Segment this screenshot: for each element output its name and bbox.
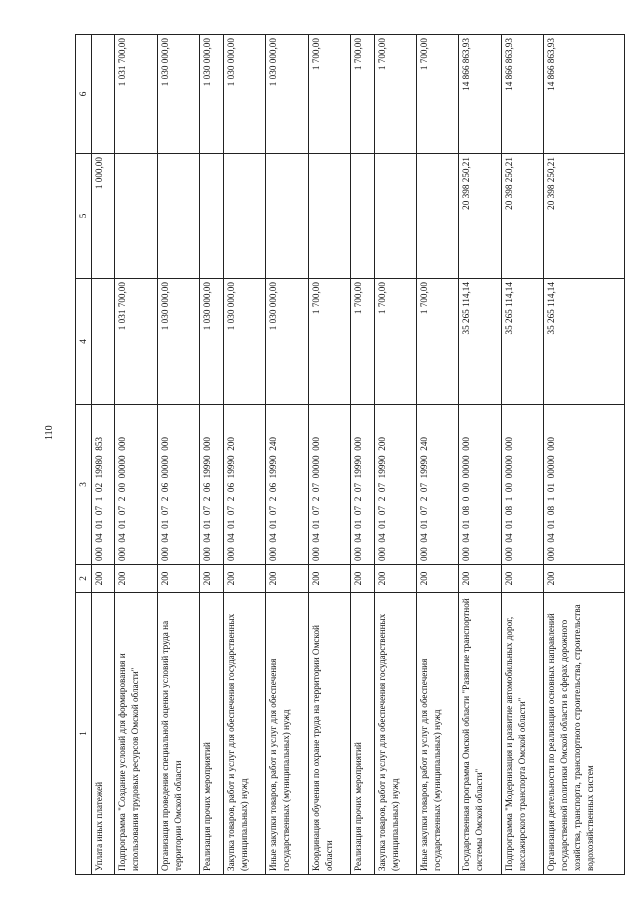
- table-row: [308, 35, 350, 875]
- table-row: [351, 35, 374, 875]
- row-name-cell: Подпрограмма "Модернизация и развитие автомобильных дорог, пассажирского транспорта Омской области": [501, 593, 543, 875]
- row-amount-federal-cell: [374, 154, 416, 279]
- table-row: [266, 35, 308, 875]
- table-row: [223, 35, 265, 875]
- row-name-cell: Закупка товаров, работ и услуг для обеспечения государственных (муниципальных) нужд: [223, 593, 265, 875]
- row-amount-total-cell: 35 265 114,14: [459, 279, 501, 405]
- row-code-cell: 200: [374, 565, 416, 593]
- budget-table: [75, 34, 625, 875]
- row-code-cell: 200: [459, 565, 501, 593]
- row-amount-regional-cell: 14 866 863,93: [459, 35, 501, 154]
- row-amount-total-cell: 1 700,00: [351, 279, 374, 405]
- table-row: [374, 35, 416, 875]
- row-classification-cell: 000 04 01 08 0 00 00000 000: [459, 405, 501, 565]
- row-amount-total-cell: 1 031 700,00: [115, 279, 157, 405]
- row-classification-cell: 000 04 01 07 2 07 19990 240: [416, 405, 458, 565]
- header-cell-class: 3: [76, 405, 92, 565]
- row-name-cell: Координация обучения по охране труда на территории Омской области: [308, 593, 350, 875]
- row-code-cell: 200: [308, 565, 350, 593]
- table-row: [544, 35, 625, 875]
- row-amount-total-cell: 1 700,00: [416, 279, 458, 405]
- table-row: [115, 35, 157, 875]
- row-name-cell: Подпрограмма "Создание условий для формирования и использования трудовых ресурсов Омской области": [115, 593, 157, 875]
- header-row: [76, 35, 92, 875]
- header-cell-regional: 6: [76, 35, 92, 154]
- row-classification-cell: 000 04 01 07 2 07 19990 000: [351, 405, 374, 565]
- row-amount-federal-cell: [200, 154, 223, 279]
- row-code-cell: 200: [92, 565, 115, 593]
- row-code-cell: 200: [266, 565, 308, 593]
- row-amount-federal-cell: [308, 154, 350, 279]
- table-row: [416, 35, 458, 875]
- row-code-cell: 200: [416, 565, 458, 593]
- row-amount-federal-cell: 20 398 250,21: [544, 154, 625, 279]
- row-amount-total-cell: 35 265 114,14: [544, 279, 625, 405]
- row-amount-regional-cell: 1 030 000,00: [157, 35, 199, 154]
- row-amount-regional-cell: 1 030 000,00: [223, 35, 265, 154]
- row-classification-cell: 000 04 01 07 2 06 19990 200: [223, 405, 265, 565]
- row-amount-regional-cell: 1 030 000,00: [200, 35, 223, 154]
- row-amount-federal-cell: [115, 154, 157, 279]
- table-body: [76, 35, 625, 875]
- row-name-cell: Закупка товаров, работ и услуг для обеспечения государственных (муниципальных) нужд: [374, 593, 416, 875]
- row-amount-total-cell: 35 265 114,14: [501, 279, 543, 405]
- row-name-cell: Уплата иных платежей: [92, 593, 115, 875]
- row-name-cell: Организация проведения специальной оценки условий труда на территории Омской области: [157, 593, 199, 875]
- table-row: [157, 35, 199, 875]
- row-amount-regional-cell: 1 700,00: [351, 35, 374, 154]
- row-amount-total-cell: 1 030 000,00: [266, 279, 308, 405]
- row-amount-total-cell: 1 700,00: [308, 279, 350, 405]
- row-classification-cell: 000 04 01 07 2 06 19990 000: [200, 405, 223, 565]
- row-amount-regional-cell: 1 030 000,00: [266, 35, 308, 154]
- row-amount-regional-cell: 14 866 863,93: [501, 35, 543, 154]
- row-code-cell: 200: [501, 565, 543, 593]
- row-code-cell: 200: [544, 565, 625, 593]
- row-amount-total-cell: 1 030 000,00: [157, 279, 199, 405]
- header-cell-code: 2: [76, 565, 92, 593]
- row-amount-total-cell: 1 030 000,00: [200, 279, 223, 405]
- row-classification-cell: 000 04 01 08 1 00 00000 000: [501, 405, 543, 565]
- row-code-cell: 200: [157, 565, 199, 593]
- row-amount-federal-cell: 1 000,00: [92, 154, 115, 279]
- row-amount-federal-cell: [266, 154, 308, 279]
- row-classification-cell: 000 04 01 07 1 02 19980 853: [92, 405, 115, 565]
- row-amount-regional-cell: 14 866 863,93: [544, 35, 625, 154]
- row-amount-regional-cell: [92, 35, 115, 154]
- row-amount-regional-cell: 1 700,00: [374, 35, 416, 154]
- row-amount-federal-cell: 20 398 250,21: [459, 154, 501, 279]
- row-name-cell: Реализация прочих мероприятий: [200, 593, 223, 875]
- row-code-cell: 200: [115, 565, 157, 593]
- budget-table-rotated: [75, 35, 625, 875]
- header-cell-name: 1: [76, 593, 92, 875]
- header-cell-total: 4: [76, 279, 92, 405]
- row-amount-federal-cell: [157, 154, 199, 279]
- row-name-cell: Государственная программа Омской области "Развитие транспортной системы Омской области": [459, 593, 501, 875]
- row-classification-cell: 000 04 01 07 2 06 00000 000: [157, 405, 199, 565]
- row-amount-total-cell: [92, 279, 115, 405]
- row-amount-regional-cell: 1 700,00: [416, 35, 458, 154]
- row-amount-total-cell: 1 030 000,00: [223, 279, 265, 405]
- row-amount-federal-cell: 20 398 250,21: [501, 154, 543, 279]
- row-amount-federal-cell: [416, 154, 458, 279]
- row-classification-cell: 000 04 01 07 2 00 00000 000: [115, 405, 157, 565]
- row-code-cell: 200: [223, 565, 265, 593]
- row-amount-total-cell: 1 700,00: [374, 279, 416, 405]
- row-amount-regional-cell: 1 031 700,00: [115, 35, 157, 154]
- page-number: 110: [44, 425, 55, 440]
- row-name-cell: Реализация прочих мероприятий: [351, 593, 374, 875]
- row-classification-cell: 000 04 01 07 2 07 19990 200: [374, 405, 416, 565]
- row-name-cell: Иные закупки товаров, работ и услуг для обеспечения государственных (муниципальных) нужд: [266, 593, 308, 875]
- row-name-cell: Иные закупки товаров, работ и услуг для обеспечения государственных (муниципальных) нужд: [416, 593, 458, 875]
- table-row: [200, 35, 223, 875]
- header-cell-federal: 5: [76, 154, 92, 279]
- table-row: [501, 35, 543, 875]
- row-amount-federal-cell: [351, 154, 374, 279]
- table-row: [459, 35, 501, 875]
- row-classification-cell: 000 04 01 08 1 01 00000 000: [544, 405, 625, 565]
- row-code-cell: 200: [351, 565, 374, 593]
- row-name-cell: Организация деятельности по реализации основных направлений государственной политики Омской области в сферах дорожного хозяйства, транспорта, транспортного строительства, строительства водохозяйственных систем: [544, 593, 625, 875]
- row-amount-regional-cell: 1 700,00: [308, 35, 350, 154]
- row-classification-cell: 000 04 01 07 2 06 19990 240: [266, 405, 308, 565]
- row-classification-cell: 000 04 01 07 2 07 00000 000: [308, 405, 350, 565]
- table-row: [92, 35, 115, 875]
- row-amount-federal-cell: [223, 154, 265, 279]
- row-code-cell: 200: [200, 565, 223, 593]
